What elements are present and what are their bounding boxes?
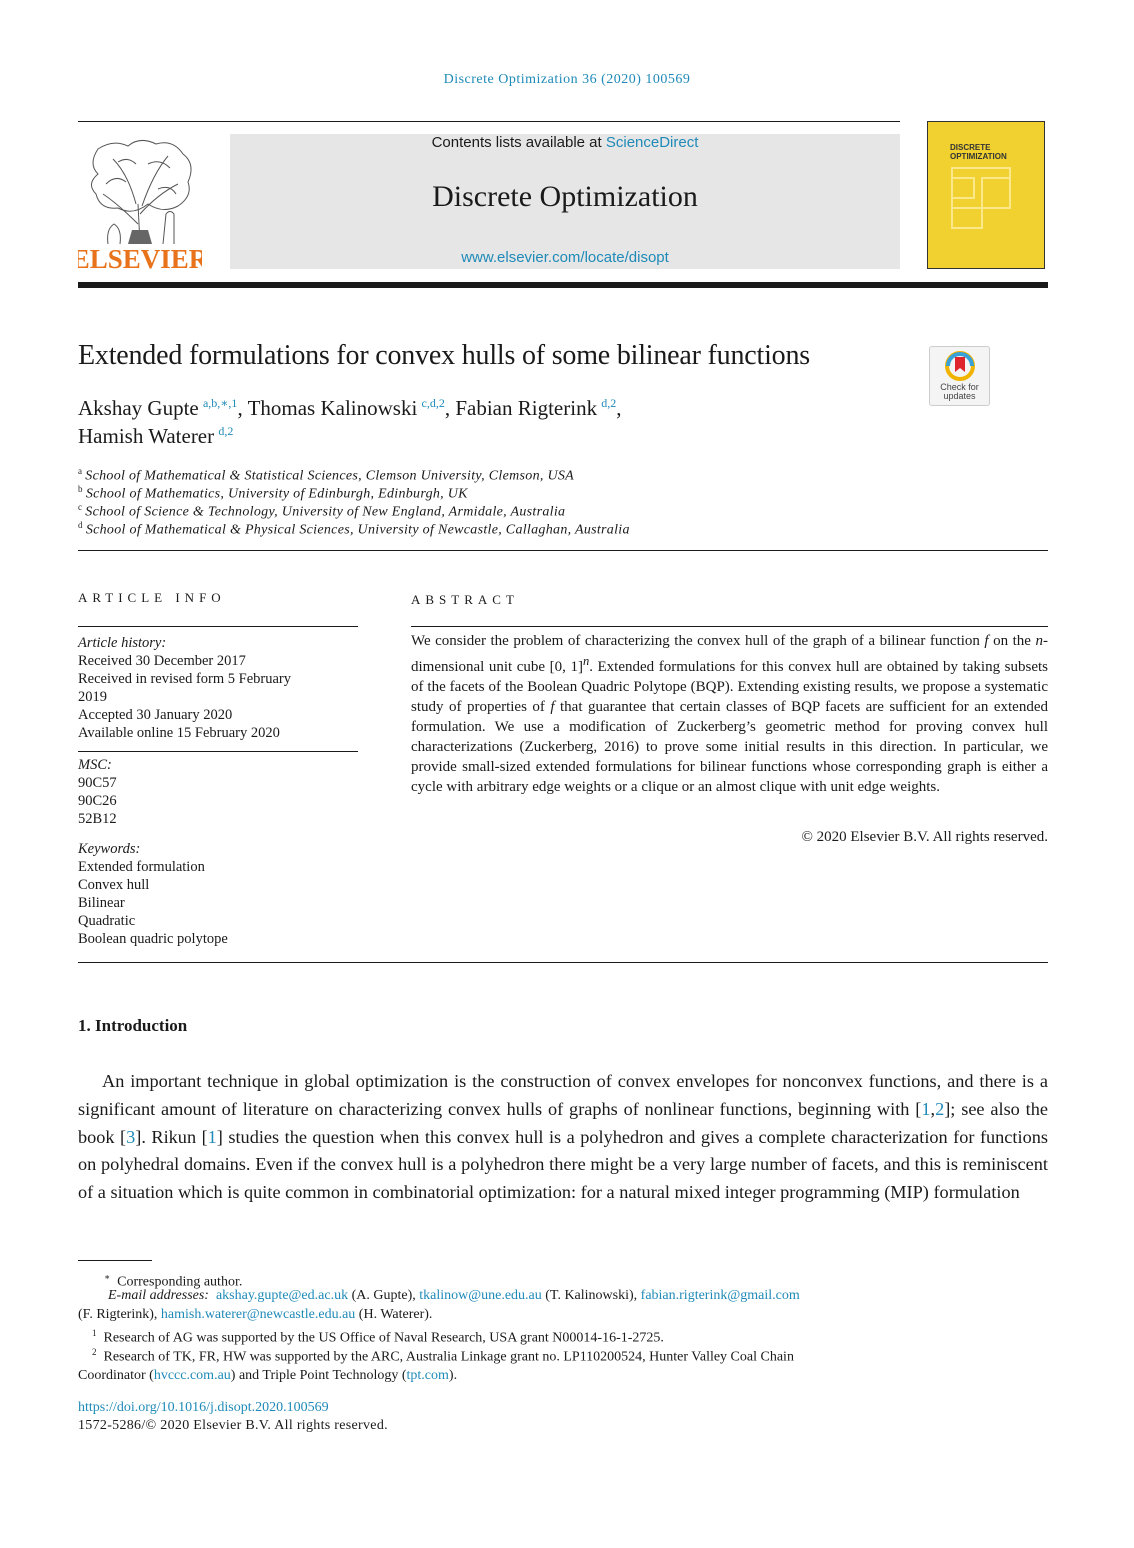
tpt-link[interactable]: tpt.com <box>406 1368 449 1384</box>
keyword: Quadratic <box>78 913 136 929</box>
check-for-updates-button[interactable] <box>929 346 990 406</box>
affiliation-text: School of Mathematics, University of Edinburgh, Edinburgh, UK <box>85 486 468 502</box>
received-date: Received 30 December 2017 <box>78 653 246 669</box>
footnote-2: $^2$ Research of TK, FR, HW was supported by the ARC, Australia Linkage grant no. LP110200524, Hunter Valley Coal Chain Coordinator (hvccc.com.au) and Triple Point Technology (tpt.com). <box>78 1347 794 1384</box>
affiliation-key: a <box>78 466 83 476</box>
affiliation-a <box>78 466 574 485</box>
author-affiliation-marks[interactable]: d,2 <box>601 396 617 410</box>
author-affiliation-marks[interactable]: a,b,∗,1 <box>202 396 238 410</box>
hvccc-link[interactable]: hvccc.com.au <box>153 1368 231 1384</box>
citation-link[interactable]: 1 <box>207 1126 217 1147</box>
keyword: Extended formulation <box>78 859 205 875</box>
footnote-mark: 2 <box>92 1347 97 1357</box>
cover-title-line2: OPTIMIZATION <box>950 152 1007 161</box>
journal-cover[interactable] <box>927 121 1045 269</box>
citation-link[interactable]: 3 <box>126 1126 136 1147</box>
revised-date-line2: 2019 <box>78 689 107 705</box>
footnote-emails: E-mail addresses: akshay.gupte@ed.ac.uk (A. Gupte), tkalinow@une.edu.au (T. Kalinowski), fabian.rigterink@gmail.com (F. Rigterink), hamish.waterer@newcastle.edu.au (H. Waterer). <box>78 1288 800 1322</box>
section-heading-introduction: 1. Introduction <box>78 1016 188 1035</box>
author-name: Fabian Rigterink <box>455 396 598 420</box>
affiliation-text: School of Mathematical & Physical Sciences, University of Newcastle, Callaghan, Australia <box>85 522 630 538</box>
cover-graphic <box>950 166 1040 256</box>
paper-title: Extended formulations for convex hulls of some bilinear functions <box>78 340 810 371</box>
author-kalinowski <box>248 396 456 420</box>
svg-text:ELSEVIER: ELSEVIER <box>78 244 202 272</box>
doi-link[interactable]: https://doi.org/10.1016/j.disopt.2020.100569 <box>78 1400 329 1415</box>
elsevier-logo <box>78 134 202 272</box>
abstract-rule-top <box>411 626 1048 627</box>
article-history <box>78 634 291 742</box>
citation-link[interactable]: 1 <box>921 1098 931 1119</box>
affiliation-c <box>78 502 565 521</box>
msc-label: MSC: <box>78 757 112 773</box>
msc-code: 90C26 <box>78 793 117 809</box>
cover-title <box>950 143 1007 161</box>
crossmark-label-line1: Check for <box>940 382 979 392</box>
revised-date-line1: Received in revised form 5 February <box>78 671 291 687</box>
email-link-waterer[interactable]: hamish.waterer@newcastle.edu.au <box>160 1306 356 1322</box>
footnote-rule <box>78 1260 152 1261</box>
crossmark-label-line2: updates <box>943 391 976 401</box>
author-gupte <box>78 396 248 420</box>
keyword: Convex hull <box>78 877 150 893</box>
author-affiliation-marks[interactable]: c,d,2 <box>421 396 445 410</box>
keyword: Boolean quadric polytope <box>78 931 228 947</box>
email-link-kalinowski[interactable]: tkalinow@une.edu.au <box>419 1288 542 1303</box>
author-separator: , <box>444 396 456 420</box>
journal-url-link[interactable]: www.elsevier.com/locate/disopt <box>461 249 669 266</box>
affiliation-text: School of Science & Technology, University of New England, Armidale, Australia <box>85 504 566 520</box>
footnote-corresponding: ∗ Corresponding author. <box>104 1272 243 1290</box>
author-waterer <box>78 424 233 448</box>
author-affiliation-marks[interactable]: d,2 <box>218 424 234 438</box>
author-rigterink <box>455 396 621 420</box>
author-name: Thomas Kalinowski <box>247 396 418 420</box>
front-matter-bottom-rule <box>78 962 1048 963</box>
introduction-paragraph: An important technique in global optimization is the construction of convex envelopes for nonconvex functions, and there is a significant amount of literature on characterizing convex hulls of graphs of nonlinear functions, beginning with [1,2]; see also the book [3]. Rikun [1] studies the question when this convex hull is a polyhedron and gives a complete characterization for functions on polyhedral domains. Even if the convex hull is a polyhedron there might be a very large number of facets, and this is reminiscent of a situation which is quite common in combinatorial optimization: for a natural mixed integer programming (MIP) formulation <box>78 1071 1048 1203</box>
online-date: Available online 15 February 2020 <box>78 725 280 741</box>
contents-prefix: Contents lists available at <box>431 134 606 151</box>
msc-code: 52B12 <box>78 811 117 827</box>
cover-title-line1: DISCRETE <box>950 143 991 152</box>
email-link-gupte[interactable]: akshay.gupte@ed.ac.uk <box>215 1288 349 1303</box>
keywords-label: Keywords: <box>78 841 141 857</box>
author-list-line2 <box>78 424 233 449</box>
history-label: Article history: <box>78 635 167 651</box>
footnote-mark: ∗ <box>104 1272 111 1282</box>
affiliations-bottom-rule <box>78 550 1048 551</box>
crossmark-icon <box>945 351 975 381</box>
sciencedirect-link[interactable]: ScienceDirect <box>605 134 699 151</box>
journal-title: Discrete Optimization <box>432 180 698 213</box>
affiliation-text: School of Mathematical & Statistical Sciences, Clemson University, Clemson, USA <box>85 468 575 484</box>
article-info-rule-top <box>78 626 358 627</box>
keywords <box>78 840 228 948</box>
footnote-mark: 1 <box>92 1328 97 1338</box>
msc-codes <box>78 756 117 828</box>
article-info-rule-mid <box>78 751 358 752</box>
msc-code: 90C57 <box>78 775 117 791</box>
journal-reference-link[interactable]: Discrete Optimization 36 (2020) 100569 <box>443 72 691 87</box>
footnote-1: $^1$ Research of AG was supported by the US Office of Naval Research, USA grant N00014-16-1-2725. <box>92 1328 664 1346</box>
author-separator: , <box>616 396 622 420</box>
author-name: Hamish Waterer <box>78 424 215 448</box>
issn-copyright: 1572-5286/© 2020 Elsevier B.V. All rights reserved. <box>78 1418 388 1433</box>
abstract-heading: ABSTRACT <box>411 592 519 607</box>
author-separator: , <box>237 396 248 420</box>
contents-line <box>230 134 900 151</box>
header-top-rule <box>78 121 900 122</box>
citation-link[interactable]: 2 <box>935 1098 945 1119</box>
affiliation-key: b <box>78 484 83 494</box>
email-label: E-mail addresses: <box>108 1288 209 1303</box>
affiliation-key: c <box>78 502 83 512</box>
author-name: Akshay Gupte <box>78 396 199 420</box>
abstract-text: We consider the problem of characterizing the convex hull of the graph of a bilinear function f on the n-dimensional unit cube [0, 1]$^n$. Extended formulations for this convex hull are obtained by taking subsets of the facets of the Boolean Quadric Polytope (BQP). Extending existing results, we propose a systematic study of properties of f that guarantee that certain classes of BQP facets are sufficient for an extended formulation. We use a modification of Zuckerberg’s geometric method for proving convex hull characterizations (Zuckerberg, 2016) to prove some initial results in this direction. In particular, we provide small-sized extended formulations for bilinear functions whose corresponding graph is either a cycle with arbitrary edge weights or a clique or an almost clique with unit edge weights. <box>411 633 1048 795</box>
crossmark-label <box>930 383 989 401</box>
abstract-copyright: © 2020 Elsevier B.V. All rights reserved. <box>801 829 1048 845</box>
accepted-date: Accepted 30 January 2020 <box>78 707 233 723</box>
keyword: Bilinear <box>78 895 125 911</box>
email-link-rigterink[interactable]: fabian.rigterink@gmail.com <box>640 1288 800 1303</box>
author-list-line1 <box>78 396 622 421</box>
affiliation-d <box>78 520 630 539</box>
article-info-heading: ARTICLE INFO <box>78 590 226 605</box>
affiliation-key: d <box>78 520 83 530</box>
header-bottom-rule <box>78 282 1048 288</box>
affiliation-b <box>78 484 468 503</box>
